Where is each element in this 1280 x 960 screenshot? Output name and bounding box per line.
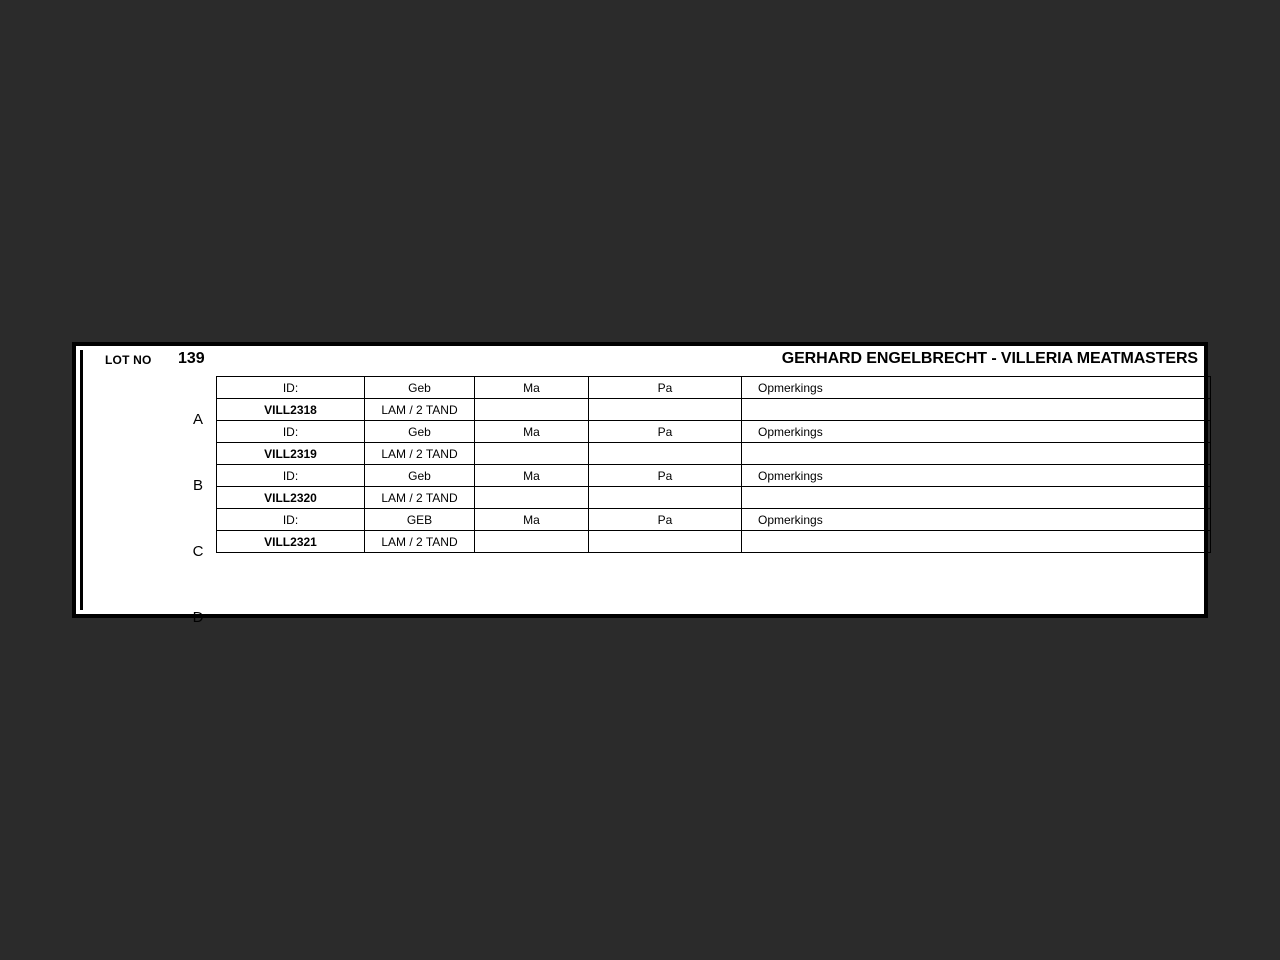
table-row (217, 399, 1211, 421)
column-header-pa: Pa (589, 509, 742, 531)
lot-number: 139 (178, 350, 205, 367)
animal-pa (589, 443, 742, 465)
breeder-title: GERHARD ENGELBRECHT - VILLERIA MEATMASTERS (781, 350, 1198, 367)
table-row (217, 443, 1211, 465)
table-row-header (217, 465, 1211, 487)
animal-id: VILL2320 (217, 487, 365, 509)
column-header-pa: Pa (589, 377, 742, 399)
entry-letter: A (192, 411, 203, 428)
animal-opmerkings (742, 487, 1211, 509)
entry-letter: C (192, 543, 204, 560)
animal-pa (589, 487, 742, 509)
animal-ma (475, 443, 589, 465)
column-header-geb: Geb (365, 377, 475, 399)
column-header-opmerkings: Opmerkings (742, 421, 1211, 443)
column-header-geb: GEB (365, 509, 475, 531)
lot-no-label: LOT NO (105, 353, 152, 367)
table-row (217, 531, 1211, 553)
column-header-ma: Ma (475, 465, 589, 487)
animal-opmerkings (742, 531, 1211, 553)
entry-letter: B (192, 477, 203, 494)
column-header-ma: Ma (475, 377, 589, 399)
animal-id: VILL2319 (217, 443, 365, 465)
animal-ma (475, 399, 589, 421)
animal-id: VILL2321 (217, 531, 365, 553)
lot-sheet (80, 350, 1200, 626)
animal-ma (475, 487, 589, 509)
column-header-opmerkings: Opmerkings (742, 465, 1211, 487)
table-row-header (217, 509, 1211, 531)
catalogue-page (72, 342, 1208, 626)
lot-table-area (216, 376, 1200, 610)
animal-ma (475, 531, 589, 553)
animal-id: VILL2318 (217, 399, 365, 421)
animal-pa (589, 531, 742, 553)
lot-header (83, 350, 1200, 372)
entry-letter-column (183, 376, 213, 640)
animal-geb: LAM / 2 TAND (365, 487, 475, 509)
animal-opmerkings (742, 443, 1211, 465)
animal-opmerkings (742, 399, 1211, 421)
animal-geb: LAM / 2 TAND (365, 399, 475, 421)
table-row-header (217, 377, 1211, 399)
column-header-opmerkings: Opmerkings (742, 377, 1211, 399)
column-header-pa: Pa (589, 465, 742, 487)
table-row (217, 487, 1211, 509)
column-header-opmerkings: Opmerkings (742, 509, 1211, 531)
table-row-header (217, 421, 1211, 443)
animal-geb: LAM / 2 TAND (365, 531, 475, 553)
lot-table (216, 376, 1211, 553)
column-header-geb: Geb (365, 421, 475, 443)
column-header-id: ID: (217, 509, 365, 531)
entry-letter: D (192, 609, 204, 626)
column-header-ma: Ma (475, 421, 589, 443)
column-header-pa: Pa (589, 421, 742, 443)
column-header-id: ID: (217, 465, 365, 487)
column-header-id: ID: (217, 421, 365, 443)
column-header-id: ID: (217, 377, 365, 399)
column-header-geb: Geb (365, 465, 475, 487)
column-header-ma: Ma (475, 509, 589, 531)
animal-geb: LAM / 2 TAND (365, 443, 475, 465)
animal-pa (589, 399, 742, 421)
